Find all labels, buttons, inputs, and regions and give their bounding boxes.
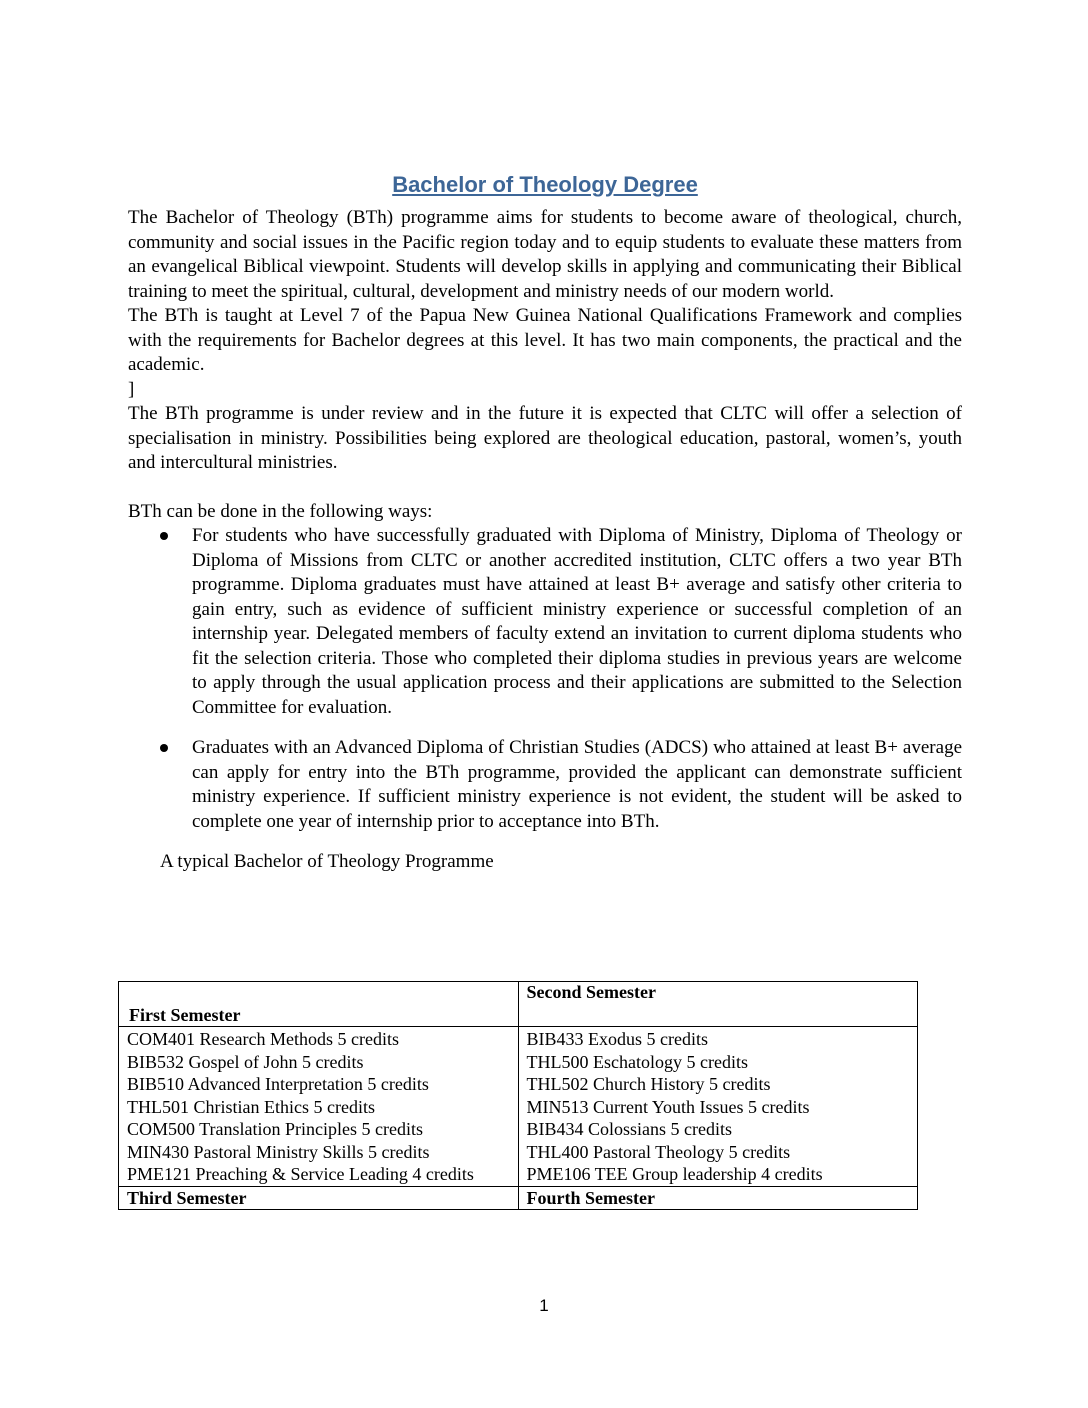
course-item: BIB433 Exodus 5 credits — [526, 1029, 708, 1049]
course-item: COM401 Research Methods 5 credits — [127, 1029, 399, 1049]
second-semester-courses — [518, 1027, 918, 1187]
bullet-icon — [160, 744, 168, 752]
list-item — [192, 524, 962, 720]
intro-paragraph: The Bachelor of Theology (BTh) programme aims for students to become aware of theological, church, community and social issues in the Pacific region today and to equip students to evaluate these matters from an evangelical Biblical viewpoint. Students will develop skills in applying and communicating their Biblical training to meet the spiritual, cultural, development and ministry needs of our modern world. — [128, 207, 962, 302]
course-item: COM500 Translation Principles 5 credits — [127, 1119, 423, 1139]
first-semester-label: First Semester — [129, 1005, 241, 1025]
course-item: PME106 TEE Group leadership 4 credits — [526, 1164, 823, 1184]
course-item: MIN513 Current Youth Issues 5 credits — [526, 1096, 810, 1117]
ways-intro: BTh can be done in the following ways: — [128, 500, 433, 522]
course-item: BIB532 Gospel of John 5 credits — [127, 1051, 364, 1072]
course-item: THL502 Church History 5 credits — [526, 1074, 771, 1094]
second-semester-header — [518, 982, 918, 1027]
bullet-icon — [160, 532, 168, 540]
spacer — [128, 476, 962, 500]
ways-list — [128, 524, 962, 834]
typical-programme-heading: A typical Bachelor of Theology Programme — [160, 851, 494, 872]
list-item-text: Graduates with an Advanced Diploma of Christian Studies (ADCS) who attained at least B+ average can apply for entry into the BTh programme, provided the applicant can demonstrate sufficient ministry experience. If sufficient ministry experience is not evident, the student will be asked to complete one year of internship prior to acceptance into BTh. — [192, 737, 962, 832]
stray-bracket: ] — [128, 378, 135, 400]
page-title: Bachelor of Theology Degree — [392, 172, 698, 197]
document-body — [128, 170, 962, 875]
first-semester-courses — [119, 1027, 519, 1187]
course-item: BIB434 Colossians 5 credits — [526, 1119, 732, 1139]
fourth-semester-header: Fourth Semester — [518, 1186, 918, 1209]
course-item: MIN430 Pastoral Ministry Skills 5 credits — [127, 1141, 430, 1162]
programme-table — [118, 981, 918, 1210]
table-row — [119, 1186, 918, 1209]
first-semester-header — [119, 982, 519, 1027]
second-semester-label: Second Semester — [526, 982, 656, 1002]
list-item — [192, 736, 962, 834]
page-number: 1 — [539, 1296, 549, 1315]
course-item: BIB510 Advanced Interpretation 5 credits — [127, 1074, 429, 1094]
course-item: THL501 Christian Ethics 5 credits — [127, 1096, 375, 1117]
third-semester-header: Third Semester — [119, 1186, 519, 1209]
list-item-text: For students who have successfully graduated with Diploma of Ministry, Diploma of Theology or Diploma of Missions from CLTC or another accredited institution, CLTC offers a two year BTh programme. Diploma graduates must have attained at least B+ average and satisfy other criteria to gain entry, such as evidence of sufficient ministry experience or successful completion of an internship year. Delegated members of faculty extend an invitation to current diploma students who fit the selection criteria. Those who completed their diploma studies in previous years are welcome to apply through the usual application process and their applications are submitted to the Selection Committee for evaluation. — [192, 525, 962, 718]
level-paragraph: The BTh is taught at Level 7 of the Papua New Guinea National Qualifications Framework and complies with the requirements for Bachelor degrees at this level. It has two main components, the practical and the academic. — [128, 305, 962, 375]
course-item: THL400 Pastoral Theology 5 credits — [526, 1141, 791, 1162]
course-item: THL500 Eschatology 5 credits — [526, 1051, 748, 1072]
table-row — [119, 1027, 918, 1187]
review-paragraph: The BTh programme is under review and in the future it is expected that CLTC will offer a selection of specialisation in ministry. Possibilities being explored are theological education, pastoral, women’s, youth and intercultural ministries. — [128, 403, 962, 473]
course-item: PME121 Preaching & Service Leading 4 credits — [127, 1164, 474, 1184]
table-header-row — [119, 982, 918, 1027]
